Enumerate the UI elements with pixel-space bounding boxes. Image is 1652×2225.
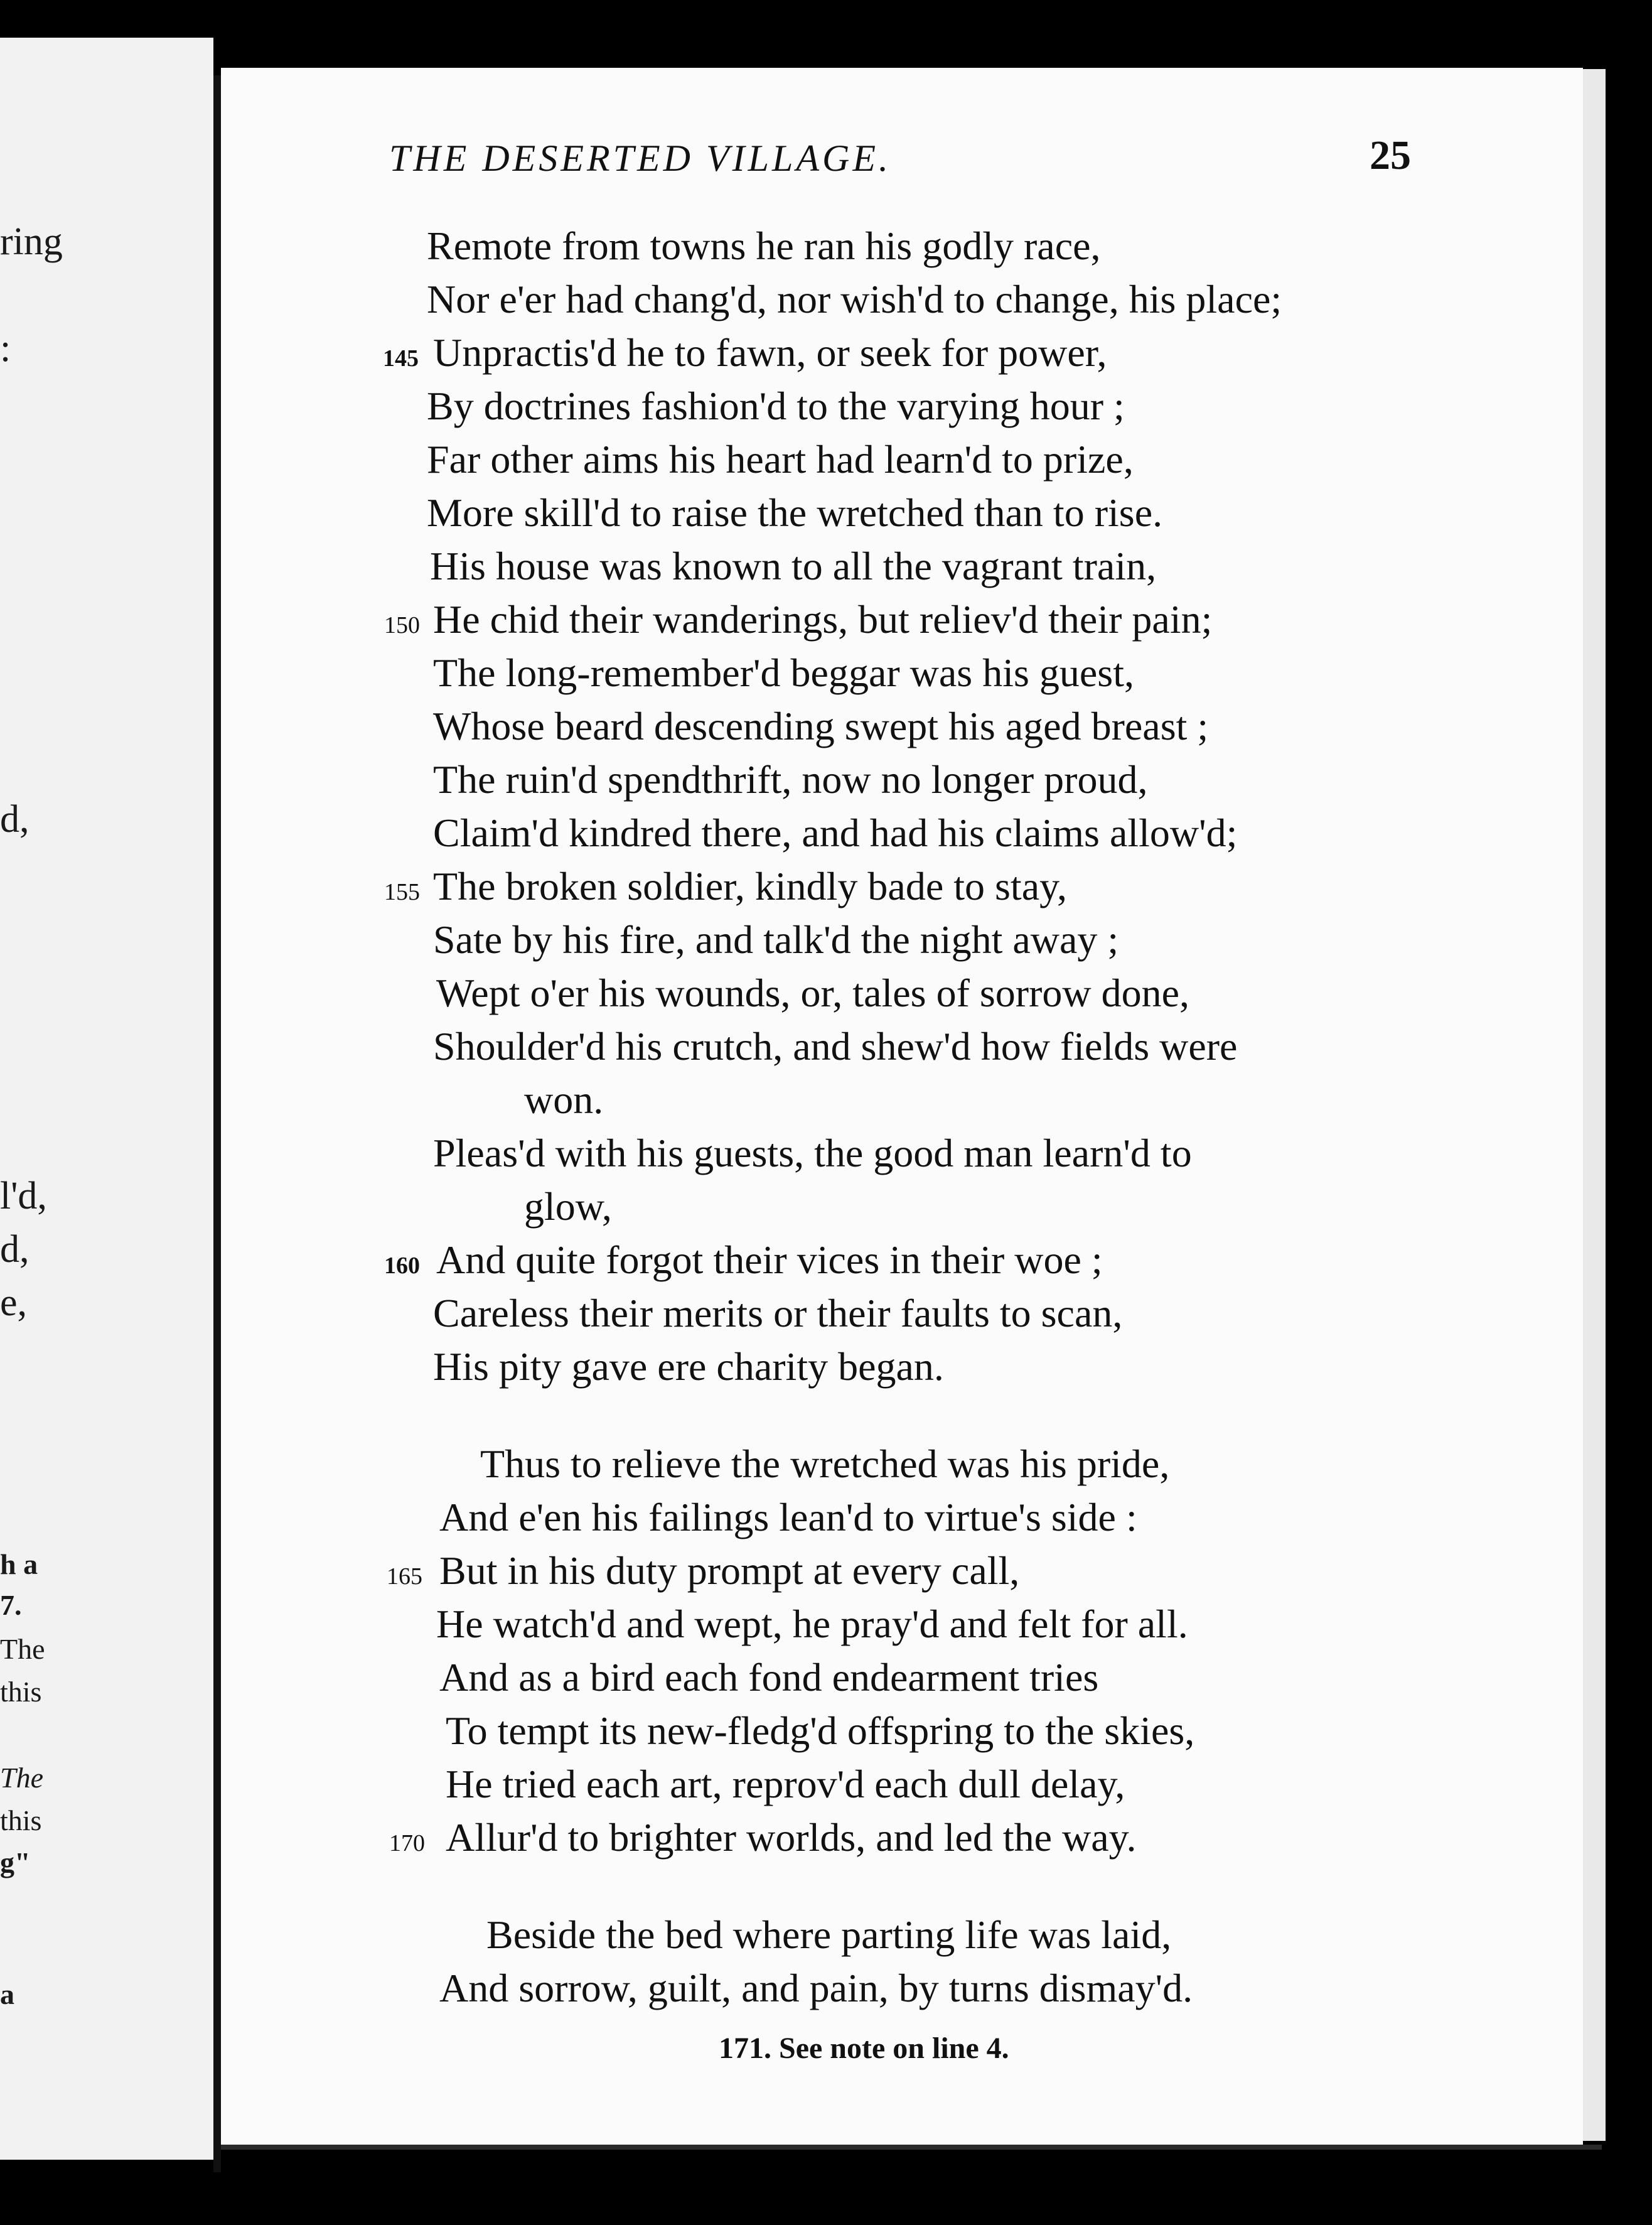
poem-line: Allur'd to brighter worlds, and led the way. (446, 1815, 1137, 1860)
poem-line: He chid their wanderings, but reliev'd their pain; (433, 597, 1213, 642)
page-edge-shadow (1583, 69, 1606, 2141)
left-page-fragment: The (0, 1633, 45, 1665)
running-head: THE DESERTED VILLAGE. (389, 137, 891, 179)
line-number: 170 (389, 1830, 425, 1856)
poem-line: And as a bird each fond endearment tries (439, 1655, 1099, 1700)
left-page-fragment: e, (0, 1281, 28, 1324)
left-page-fragment: : (0, 327, 11, 370)
poem-line: He watch'd and wept, he pray'd and felt for all. (436, 1602, 1188, 1646)
poem-line: He tried each art, reprov'd each dull delay, (446, 1762, 1125, 1806)
line-number: 155 (384, 879, 420, 905)
left-page-fragment: 7. (0, 1589, 22, 1621)
poem-line: The broken soldier, kindly bade to stay, (433, 864, 1067, 908)
poem-line: The ruin'd spendthrift, now no longer proud, (433, 757, 1148, 802)
poem-line: And sorrow, guilt, and pain, by turns dismay'd. (439, 1966, 1193, 2010)
page-bottom-edge (221, 2145, 1602, 2150)
poem-line: Careless their merits or their faults to scan, (433, 1291, 1123, 1335)
left-page-fragment: d, (0, 1228, 30, 1271)
poem-line: The long-remember'd beggar was his guest, (433, 650, 1134, 695)
footnote: 171. See note on line 4. (719, 2032, 1009, 2065)
poem-line-continuation: glow, (524, 1184, 612, 1229)
poem-line: Thus to relieve the wretched was his pride, (480, 1441, 1170, 1486)
poem-line: And quite forgot their vices in their woe ; (436, 1237, 1103, 1282)
poem-line-continuation: won. (524, 1077, 604, 1122)
left-page-fragment: g" (0, 1846, 31, 1878)
poem-line: Far other aims his heart had learn'd to prize, (427, 437, 1134, 482)
poem-line: To tempt its new-fledg'd offspring to the skies, (446, 1708, 1195, 1753)
left-page-fragment: l'd, (0, 1175, 47, 1217)
left-page-fragment: d, (0, 798, 30, 841)
left-page-fragment: ring (0, 220, 63, 263)
line-number: 165 (387, 1563, 422, 1590)
left-page-edge (0, 38, 213, 2160)
page-number: 25 (1370, 132, 1411, 178)
line-number: 150 (384, 612, 420, 638)
poem-line: Remote from towns he ran his godly race, (427, 224, 1101, 268)
line-number: 160 (384, 1253, 420, 1279)
poem-line: Sate by his fire, and talk'd the night away ; (433, 917, 1119, 962)
poem-line: By doctrines fashion'd to the varying hour ; (427, 384, 1125, 428)
poem-line: Beside the bed where parting life was laid, (486, 1912, 1172, 1957)
left-page-fragment: The (0, 1762, 43, 1794)
poem-line: Unpractis'd he to fawn, or seek for power, (433, 330, 1107, 375)
left-page-fragment: this (0, 1676, 42, 1708)
book-gutter (213, 75, 221, 2172)
poem-line: And e'en his failings lean'd to virtue's side : (439, 1495, 1137, 1539)
left-page-fragment: this (0, 1804, 42, 1836)
poem-line: Nor e'er had chang'd, nor wish'd to change, his place; (427, 277, 1282, 321)
poem-line: Pleas'd with his guests, the good man learn'd to (433, 1131, 1192, 1175)
poem-line: Wept o'er his wounds, or, tales of sorrow done, (436, 971, 1190, 1015)
poem-line: His pity gave ere charity began. (433, 1344, 944, 1389)
poem-line: Shoulder'd his crutch, and shew'd how fields were (433, 1024, 1238, 1069)
poem-line: But in his duty prompt at every call, (439, 1548, 1020, 1593)
left-page-fragment: a (0, 1978, 14, 2010)
left-page-fragment: h a (0, 1548, 38, 1580)
poem-line: More skill'd to raise the wretched than to rise. (427, 490, 1163, 535)
poem-line: His house was known to all the vagrant train, (430, 544, 1157, 588)
line-number: 145 (383, 345, 419, 372)
poem-line: Whose beard descending swept his aged breast ; (433, 704, 1209, 748)
poem-line: Claim'd kindred there, and had his claims allow'd; (433, 811, 1238, 855)
